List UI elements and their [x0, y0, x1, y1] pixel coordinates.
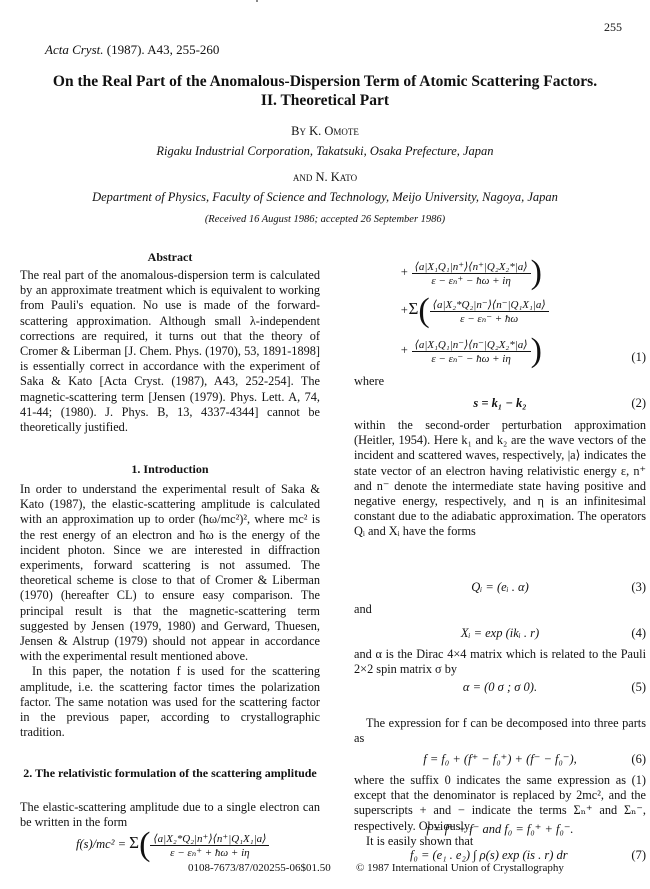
title-line-1: On the Real Part of the Anomalous-Dispersion Term of Atomic Scattering Factors.: [52, 73, 598, 90]
equation-4: Xᵢ = exp (ikᵢ . r) (4): [460, 626, 646, 640]
right-para-3: The expression for f can be decomposed into three parts as: [354, 716, 646, 746]
section2-heading: 2. The relativistic formulation of the scattering amplitude: [23, 766, 317, 780]
journal-volume: (1987). A43, 255-260: [106, 42, 220, 57]
equation-1-number: (1): [631, 350, 646, 364]
abstract-text: The real part of the anomalous-dispersion term is calculated by an approximate treatment which is equivalent to working from Pauli's equation. No use is made of the forward-scattering approximation. Although small λ-independent corrections are required, it turns out that the theory of Cromer & Liberman [J. Chem. Phys. (1970), 53, 1891-1898] is essentially correct in accordance with the experiment of Saka & Kato [Acta Cryst. (1987), A43, 252-254]. The magnetic-scattering term [Jensen (1979). Phys. Lett. A, 74, 41-44; (1980). J. Phys. B, 13, 4337-4344] cannot be theoretically justified.: [20, 268, 320, 435]
where-1: where: [354, 374, 385, 388]
equation-1-term-3: +Σ( $\frac{\text{⟨a|X₂*Q₂|n⁻⟩⟨n⁻|Q₁X₁|a⟩}}{\text{ε − εₙ⁻ + ħω}}$: [400, 296, 646, 326]
right-para-1: within the second-order perturbation approximation (Heitler, 1954). Here k₁ and k₂ are the wave vectors of the incident and scattered waves, respectively, |a⟩ indicates the state vector of an electron having relativistic energy ε, n⁺ and n⁻ denote the intermediate state having positive and negative energy, respectively, and η is an infinitesimal constant due to the adiabatic approximation. The operators Qᵢ and Xᵢ have the forms: [354, 418, 646, 539]
article-title: [30, 72, 620, 110]
equation-2: s = k₁ − k₂ (2): [473, 396, 646, 410]
journal-name: Acta Cryst.: [45, 42, 104, 57]
section1-para1: In order to understand the experimental result of Saka & Kato (1987), the elastic-scattering amplitude is calculated with an approximation up to order (ħω/mc²)², where mc² is the rest energy of an electron and ħω is the energy of the incident photon. Since we are interested in diffraction experiments, forward scattering is not assumed. The theoretical scheme is close to that of Cromer & Liberman (1970) (hereafter CL) to ensure easy comparison. The principal result is that the magnetic-scattering term suggested by Jensen (1979, 1980) and Gerward, Thuesen, Jensen & Alstrup (1979) should not appear in accordance with the experimental result mentioned above.: [20, 482, 320, 664]
equation-6b: f = f⁺ + f⁻ and f₀ = f₀⁺ + f₀⁻.: [426, 822, 574, 836]
author-1: By K. Omote: [291, 124, 359, 138]
title-line-2: II. Theoretical Part: [260, 92, 390, 109]
equation-1-term-2: + $\frac{\text{⟨a|X₁Q₁|n⁺⟩⟨n⁺|Q₂X₂*|a⟩}}{\text{ε − εₙ⁺ − ħω + iη}}$ ): [400, 254, 542, 291]
and-text: and: [354, 602, 372, 616]
section1-para2: In this paper, the notation f is used for the scattering amplitude, i.e. the scattering factor times the polarization factor. The same notation was used for the scattering factor in the previous paper, according to crystallographic tradition.: [20, 664, 320, 740]
footer-copyright: © 1987 International Union of Crystallography: [356, 862, 564, 874]
abstract-heading: Abstract: [147, 250, 193, 264]
author-1-name: K. Omote: [309, 124, 359, 138]
right-para-4: where the suffix 0 indicates the same expression as (1) except that the denominator is replaced by 2mc², and the superscripts + and − indicate the terms Σₙ⁺ and Σₙ⁻, respectively. Obviously,: [354, 773, 646, 833]
right-para-5: It is easily shown that: [366, 834, 474, 848]
journal-citation: [45, 42, 219, 58]
scan-mark: [256, 0, 258, 2]
right-para-2: and α is the Dirac 4×4 matrix which is related to the Pauli 2×2 spin matrix σ by: [354, 647, 646, 677]
equation-1-start: f(s)/mc² = Σ( $\frac{\text{⟨a|X₂*Q₂|n⁺⟩⟨n⁺|Q₁X₁|a⟩}}{\text{ε − εₙ⁺ + ħω + iη}}$: [76, 830, 326, 860]
received-dates: (Received 16 August 1986; accepted 26 September 1986): [204, 214, 446, 225]
page-number: 255: [604, 20, 622, 34]
equation-7: f₀ = (e₁ . e₂) ∫ ρ(s) exp (is . r) dr (7): [410, 848, 646, 862]
equation-5: α = (0 σ ; σ 0). (5): [462, 680, 646, 694]
author-2: and N. Kato: [292, 170, 358, 184]
section1-body: [20, 482, 320, 740]
affiliation-2: Department of Physics, Faculty of Science and Technology, Meijo University, Nagoya, Japan: [92, 190, 558, 204]
equation-3: Qᵢ = (eᵢ . α) (3): [471, 580, 646, 594]
section1-heading: 1. Introduction: [131, 462, 209, 476]
affiliation-1: Rigaku Industrial Corporation, Takatsuki, Osaka Prefecture, Japan: [156, 144, 494, 158]
equation-6: f = f₀ + (f⁺ − f₀⁺) + (f⁻ − f₀⁻), (6): [423, 752, 646, 766]
section2-para1: The elastic-scattering amplitude due to a single electron can be written in the form: [20, 800, 320, 830]
footer-code: 0108-7673/87/020255-06$01.50: [188, 862, 331, 874]
equation-1-term-4: + $\frac{\text{⟨a|X₁Q₁|n⁻⟩⟨n⁻|Q₂X₂*|a⟩}}{\text{ε − εₙ⁻ − ħω + iη}}$ ) (1): [400, 332, 646, 369]
author-2-name: N. Kato: [315, 170, 358, 184]
